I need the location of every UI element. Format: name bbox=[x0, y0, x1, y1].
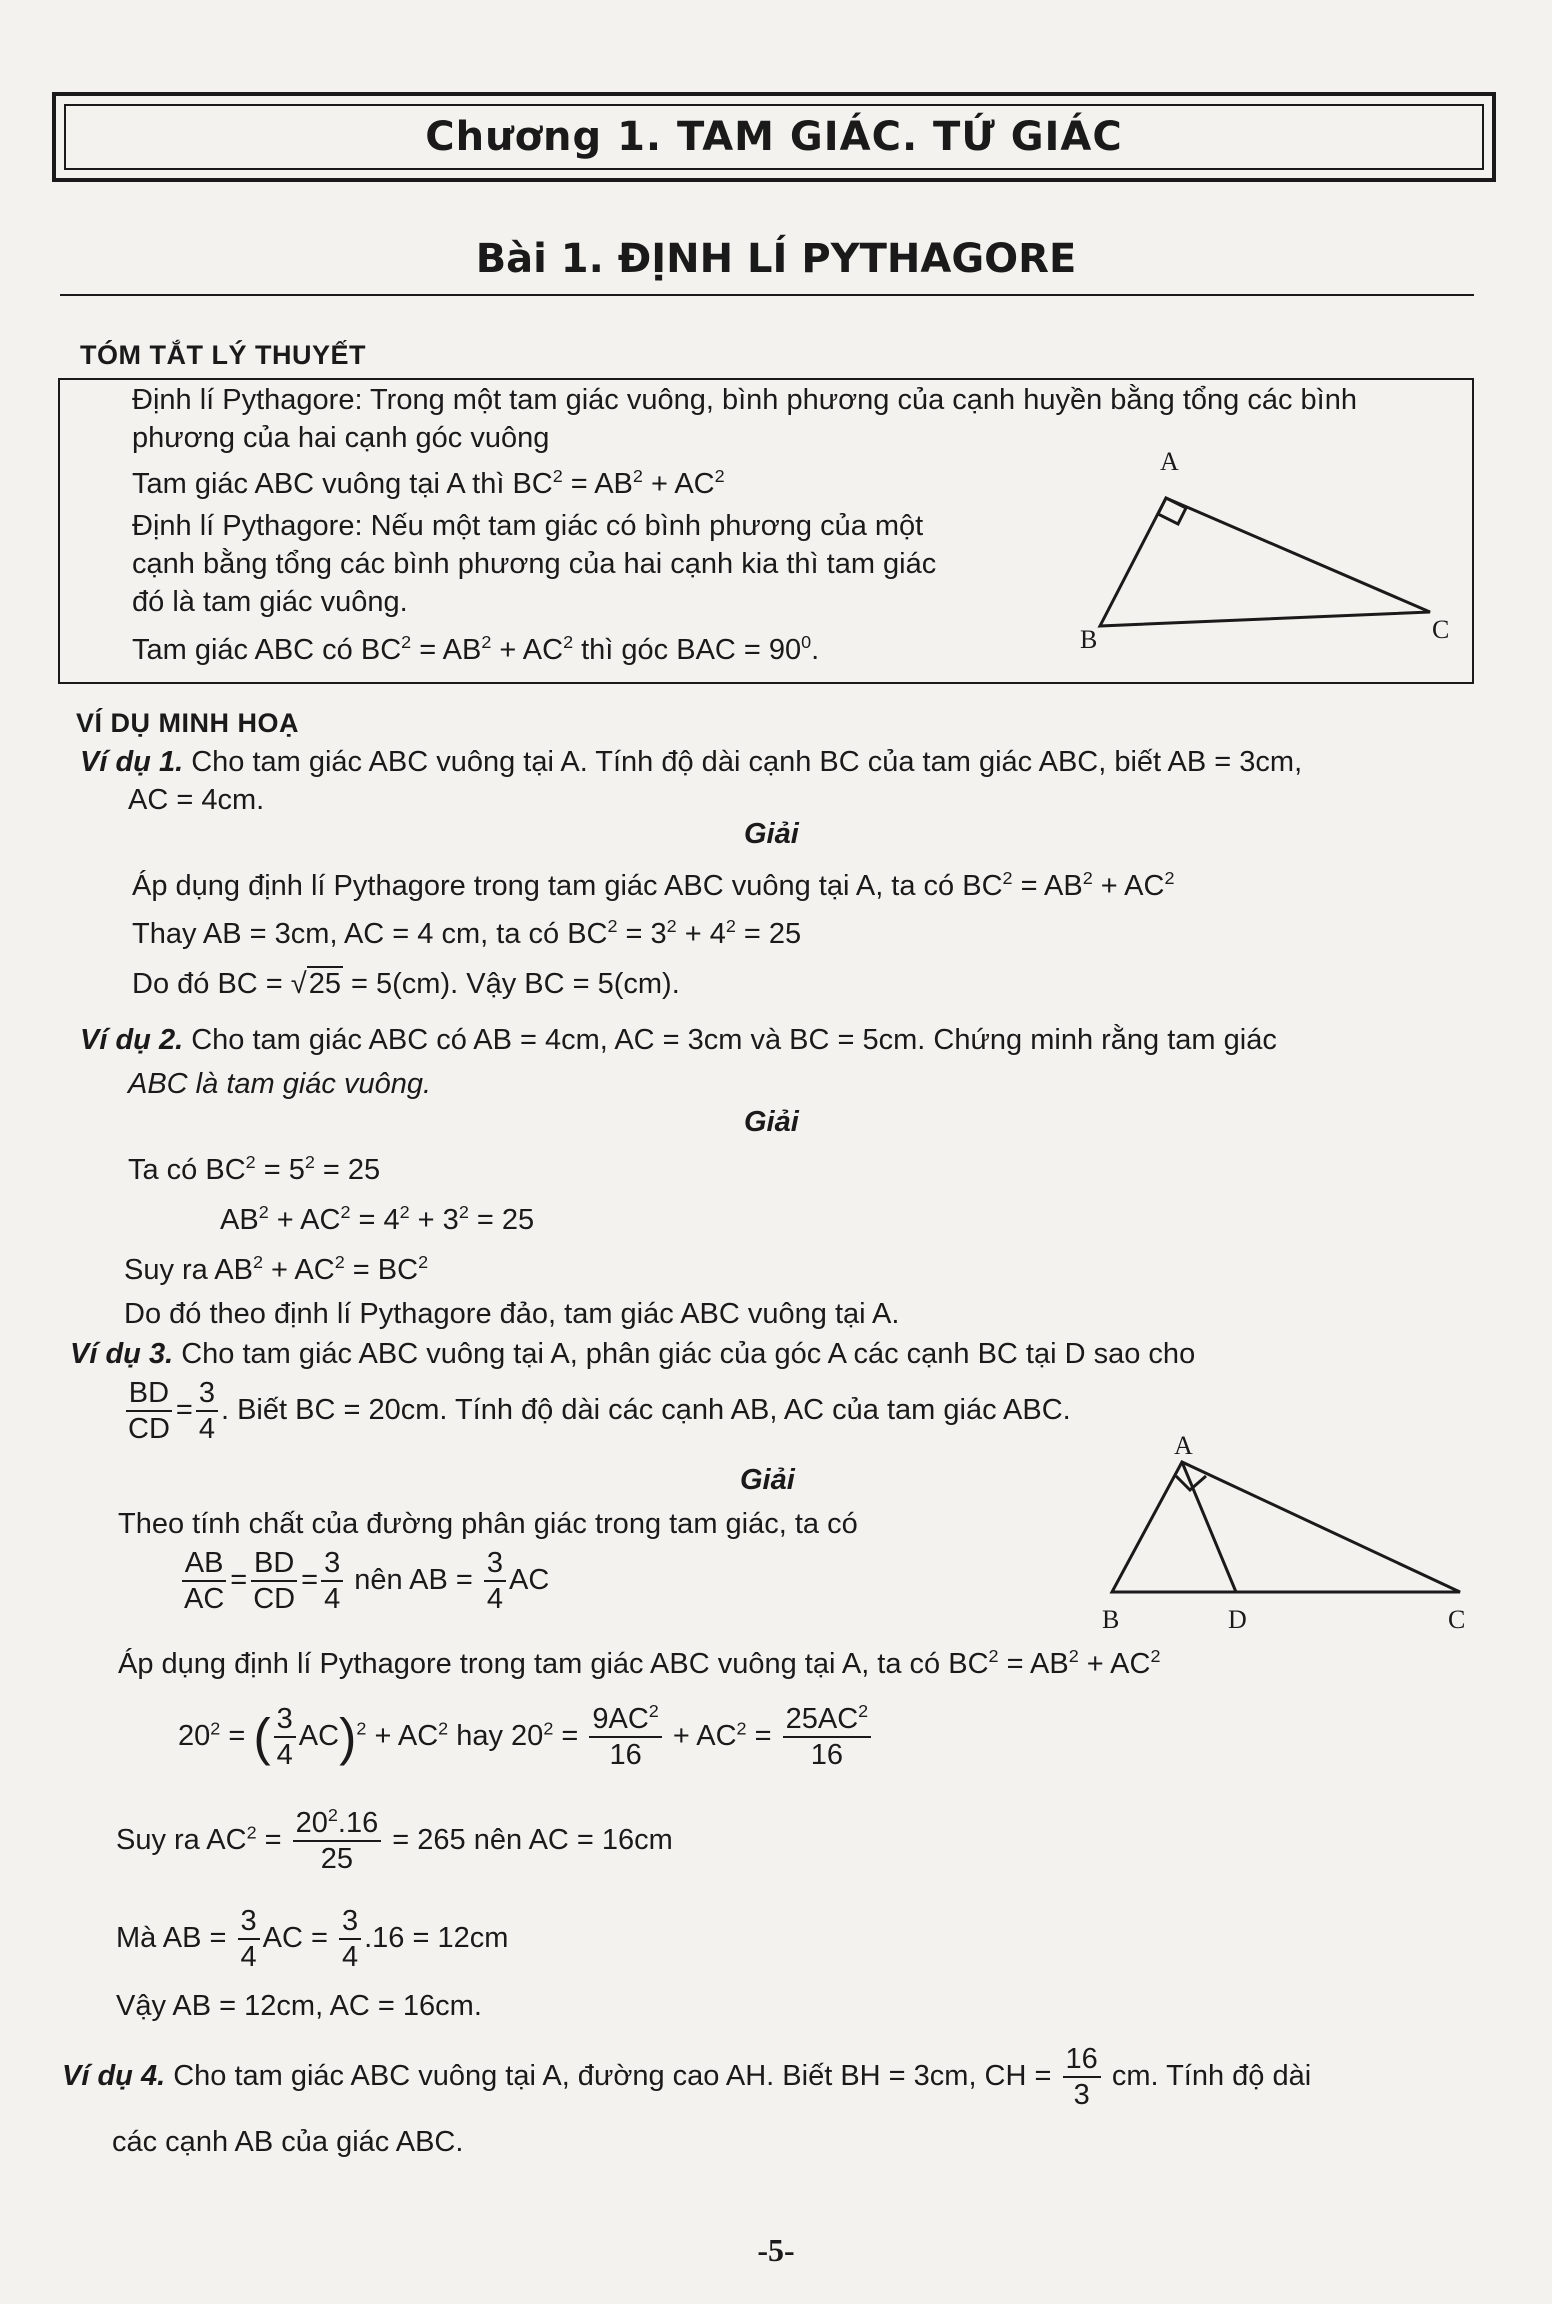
ex3-question-line-2: $\frac{BD}{CD}$ = $\frac{3}{4}$ . Biết BC = 20cm. Tính độ dài các cạnh AB, AC của tam giác ABC. bbox=[122, 1378, 1071, 1445]
ex2-solution-line-2 bbox=[220, 1202, 534, 1238]
ex3-frac-3-4-e: $\frac{3}{4}$ bbox=[339, 1906, 361, 1973]
ex1-solution-text-3: Do đó BC = bbox=[132, 968, 291, 1000]
ex4-question-line-1 bbox=[62, 2044, 1311, 2111]
ex1-solution-line-2 bbox=[132, 916, 801, 952]
ex2-solution-text-3: Suy ra bbox=[124, 1254, 215, 1286]
ex3-solution-text-2b: AC bbox=[508, 1564, 550, 1597]
theory-line-7-end: thì góc BAC = 90 bbox=[573, 634, 802, 666]
ex3-vertex-label-b: B bbox=[1102, 1605, 1120, 1634]
vertex-label-b: B bbox=[1080, 625, 1098, 654]
degree-mark: 0 bbox=[801, 632, 812, 653]
ex4-frac-16-3: $\frac{16}{3}$ bbox=[1063, 2044, 1101, 2111]
theory-triangle-figure bbox=[1060, 448, 1470, 658]
ex3-frac-3-4-b: $\frac{3}{4}$ bbox=[484, 1548, 506, 1615]
ex3-vertex-label-d: D bbox=[1228, 1605, 1247, 1634]
ex3-solution-text-5: Suy ra bbox=[116, 1824, 207, 1857]
ex3-ratio-fraction: $\frac{BD}{CD}$ bbox=[125, 1378, 173, 1445]
ex1-label: Ví dụ 1. bbox=[80, 746, 184, 778]
ex1-formula: $BC^2 = AB^2 + AC^2$ bbox=[962, 868, 1175, 902]
ex3-question-text: Cho tam giác ABC vuông tại A, phân giác của góc A các cạnh BC tại D sao cho bbox=[173, 1338, 1196, 1370]
theory-line-5: cạnh bằng tổng các bình phương của hai cạnh kia thì tam giác bbox=[132, 548, 937, 580]
ex3-vertex-label-a: A bbox=[1174, 1432, 1193, 1460]
ex2-solution-line-4: Do đó theo định lí Pythagore đảo, tam giác ABC vuông tại A. bbox=[124, 1298, 900, 1330]
theory-line-2: phương của hai cạnh góc vuông bbox=[132, 422, 550, 454]
ex3-solution-text-6: Mà bbox=[116, 1922, 163, 1955]
ex3-frac-9ac2-16: $\frac{9AC^2}{16}$ bbox=[589, 1704, 661, 1771]
ex3-frac-3-4-c: $\frac{3}{4}$ bbox=[274, 1704, 296, 1771]
ex3-solution-line-1: Theo tính chất của đường phân giác trong tam giác, ta có bbox=[118, 1508, 858, 1540]
ex3-solution-line-5: Suy ra $AC^2$ = $\frac{20^2.16}{25}$ = 265 nên AC = 16cm bbox=[116, 1805, 673, 1876]
ex3-formula: $BC^2 = AB^2 + AC^2$ bbox=[948, 1646, 1161, 1680]
ex3-frac-bd-cd: $\frac{BD}{CD}$ bbox=[250, 1548, 298, 1615]
ex3-frac-ab-ac: $\frac{AB}{AC}$ bbox=[181, 1548, 227, 1615]
theory-line-3 bbox=[132, 466, 725, 502]
ex3-solution-line-4: $20^2$ = ( $\frac{3}{4}$ $AC)^2 + AC^2$ hay $20^2$ = $\frac{9AC^2}{16}$ + $AC^2$ = $\frac{25AC^2}{16}$ bbox=[178, 1704, 874, 1771]
pythagore-formula: $BC^2 = AB^2 + AC^2$ bbox=[512, 466, 725, 500]
ex3-solution-line-7: Vậy AB = 12cm, AC = 16cm. bbox=[116, 1990, 482, 2022]
chapter-title: Chương 1. TAM GIÁC. TỨ GIÁC bbox=[425, 114, 1123, 160]
ex3-ratio-value: $\frac{3}{4}$ bbox=[196, 1378, 218, 1445]
ex3-frac-25ac2-16: $\frac{25AC^2}{16}$ bbox=[783, 1704, 872, 1771]
chapter-title-inner-border bbox=[64, 104, 1484, 170]
ex2-solution-label: Giải bbox=[744, 1106, 799, 1138]
ex3-solution-text-5b: nên AC = 16cm bbox=[465, 1824, 673, 1857]
ex1-question-text: Cho tam giác ABC vuông tại A. Tính độ dài cạnh BC của tam giác ABC, biết AB = 3cm, bbox=[183, 746, 1303, 778]
theory-line-7-text: Tam giác ABC có bbox=[132, 634, 361, 666]
ex2-solution-text-1: Ta có bbox=[128, 1154, 206, 1186]
ex2-question-text: Cho tam giác ABC có AB = 4cm, AC = 3cm và BC = 5cm. Chứng minh rằng tam giác bbox=[183, 1024, 1277, 1056]
theory-line-1: Định lí Pythagore: Trong một tam giác vuông, bình phương của cạnh huyền bằng tổng các bình bbox=[132, 384, 1357, 416]
ex3-frac-ac-square: $\frac{20^2.16}{25}$ bbox=[293, 1808, 382, 1875]
ex4-question-text: Cho tam giác ABC vuông tại A, đường cao AH. Biết BH = 3cm, CH = bbox=[165, 2060, 1060, 2093]
theory-line-4: Định lí Pythagore: Nếu một tam giác có bình phương của một bbox=[132, 510, 924, 542]
ex3-solution-line-6: Mà AB = $\frac{3}{4}$ AC = $\frac{3}{4}$ .16 = 12cm bbox=[116, 1905, 509, 1974]
lesson-title: Bài 1. ĐỊNH LÍ PYTHAGORE bbox=[475, 236, 1077, 282]
triangle-abc-bisector bbox=[1112, 1462, 1460, 1592]
ex1-solution-text-3b: = 5(cm). Vậy BC = 5(cm). bbox=[342, 968, 680, 1000]
ex3-triangle-figure bbox=[1090, 1432, 1500, 1652]
ex1-substitution: $BC^2 = 3^2 + 4^2 = 25$ bbox=[567, 916, 802, 950]
ex2-question-line-2: ABC là tam giác vuông. bbox=[128, 1068, 432, 1100]
ex3-vertex-label-c: C bbox=[1448, 1605, 1466, 1634]
ex3-solution-text-3: Áp dụng định lí Pythagore trong tam giác ABC vuông tại A, ta có bbox=[118, 1648, 949, 1680]
lesson-title-rule bbox=[60, 294, 1474, 296]
theory-line-7: Tam giác ABC có $BC^2 = AB^2 + AC^2$ thì góc BAC = $90^0$. bbox=[132, 632, 820, 666]
ex3-solution-line-3 bbox=[118, 1646, 1160, 1682]
converse-formula: $BC^2 = AB^2 + AC^2$ bbox=[360, 632, 574, 666]
ex2-conclusion-formula: $AB^2 + AC^2 = BC^2$ bbox=[214, 1252, 429, 1286]
ex3-frac-3-4: $\frac{3}{4}$ bbox=[321, 1548, 343, 1615]
page-number: -5- bbox=[757, 2232, 795, 2268]
examples-heading: VÍ DỤ MINH HOẠ bbox=[76, 708, 299, 738]
vertex-label-a: A bbox=[1160, 448, 1179, 476]
ex1-solution-label: Giải bbox=[744, 818, 799, 850]
ex2-solution-line-3 bbox=[124, 1252, 428, 1288]
triangle-abc bbox=[1100, 498, 1430, 626]
ex3-solution-line-2: $\frac{AB}{AC}$ = $\frac{BD}{CD}$ = $\frac{3}{4}$ nên AB = $\frac{3}{4}$ AC bbox=[178, 1548, 549, 1615]
ex3-question-line-1 bbox=[70, 1336, 1195, 1372]
ex1-solution-text-1: Áp dụng định lí Pythagore trong tam giác ABC vuông tại A, ta có bbox=[132, 870, 963, 902]
bisector-ad bbox=[1182, 1462, 1236, 1592]
ex3-solution-label: Giải bbox=[740, 1464, 795, 1496]
ex1-radicand: 25 bbox=[308, 968, 341, 1000]
ex3-frac-3-4-d: $\frac{3}{4}$ bbox=[238, 1906, 260, 1973]
vertex-label-c: C bbox=[1432, 615, 1450, 644]
ex1-solution-line-1 bbox=[132, 868, 1174, 904]
ex1-question-line-1 bbox=[80, 744, 1302, 780]
ex2-sum-squares: $AB^2 + AC^2 = 4^2 + 3^2 = 25$ bbox=[220, 1202, 535, 1236]
ex1-question-line-2: AC = 4cm. bbox=[128, 784, 265, 816]
ex3-label: Ví dụ 3. bbox=[70, 1338, 174, 1370]
theory-line-3-text: Tam giác ABC vuông tại A thì bbox=[132, 468, 513, 500]
theory-heading: TÓM TẮT LÝ THUYẾT bbox=[80, 340, 366, 370]
ex4-question-text-end: cm. Tính độ dài bbox=[1103, 2060, 1312, 2093]
chapter-title-box bbox=[52, 92, 1496, 182]
ex2-solution-line-1 bbox=[128, 1152, 380, 1188]
ex4-question-line-2: các cạnh AB của giác ABC. bbox=[112, 2126, 464, 2158]
ex4-label: Ví dụ 4. bbox=[62, 2060, 166, 2093]
ex1-solution-line-3: Do đó BC = √25 = 5(cm). Vậy BC = 5(cm). bbox=[132, 968, 680, 1000]
ex2-bc-square: $BC^2 = 5^2 = 25$ bbox=[205, 1152, 381, 1186]
ex2-question-line-1 bbox=[80, 1022, 1277, 1058]
ex3-question-text-2: . Biết BC = 20cm. Tính độ dài các cạnh AB, AC của tam giác ABC. bbox=[220, 1394, 1071, 1427]
theory-line-6: đó là tam giác vuông. bbox=[132, 586, 408, 618]
ex1-solution-text-2: Thay AB = 3cm, AC = 4 cm, ta có bbox=[132, 918, 568, 950]
ex3-hay: hay bbox=[448, 1720, 512, 1753]
right-angle-mark bbox=[1158, 498, 1186, 524]
ex2-label: Ví dụ 2. bbox=[80, 1024, 184, 1056]
ex3-solution-text-2: nên AB = bbox=[346, 1564, 481, 1597]
